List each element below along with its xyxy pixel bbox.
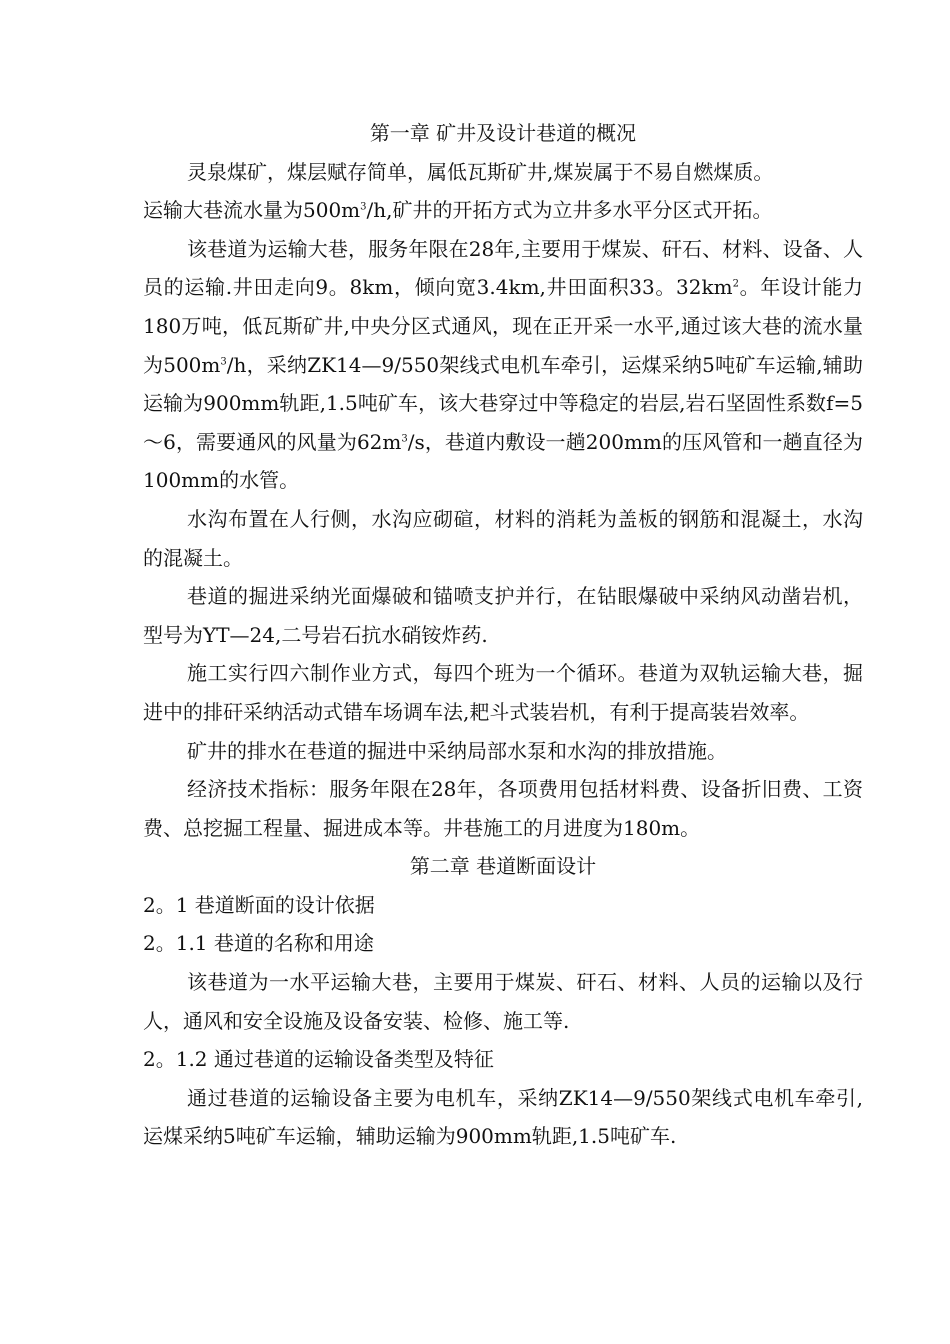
- section-2-1-heading: 2。1 巷道断面的设计依据: [143, 892, 375, 917]
- section-2-1-1-paragraph: 该巷道为一水平运输大巷，主要用于煤炭、矸石、材料、人员的运输以及行人，通风和安全设施及设备安装、检修、施工等.: [143, 970, 863, 1033]
- paragraph-5: 施工实行四六制作业方式，每四个班为一个循环。巷道为双轨运输大巷，掘进中的排矸采纳活动式错车场调车法,耙斗式装岩机，有利于提高装岩效率。: [143, 661, 863, 724]
- paragraph-3: 水沟布置在人行侧，水沟应砌碹，材料的消耗为盖板的钢筋和混凝土，水沟的混凝土。: [143, 506, 863, 570]
- superscript: 3: [401, 433, 408, 445]
- superscript: 3: [220, 355, 227, 367]
- document-body: [143, 114, 863, 1156]
- superscript: 3: [360, 201, 367, 213]
- paragraph-2: [143, 230, 863, 500]
- superscript: 2: [732, 278, 739, 290]
- paragraph-1-line-2-end: /h,矿井的开拓方式为立井多水平分区式开拓。: [366, 198, 773, 223]
- section-2-1-2-heading: 2。1.2 通过巷道的运输设备类型及特征: [143, 1047, 494, 1072]
- chapter-2-title: 第二章 巷道断面设计: [409, 854, 597, 879]
- paragraph-7: 经济技术指标：服务年限在28年，各项费用包括材料费、设备折旧费、工资费、总挖掘工程量、掘进成本等。井巷施工的月进度为180m。: [143, 777, 863, 840]
- paragraph-1-line-2-start: 运输大巷流水量为500m: [143, 198, 361, 223]
- chapter-1-title: 第一章 矿井及设计巷道的概况: [369, 121, 637, 145]
- section-2-1-2-paragraph: 通过巷道的运输设备主要为电机车，采纳ZK14—9/550架线式电机车牵引,运煤采纳5吨矿车运输，辅助运输为900mm轨距,1.5吨矿车.: [143, 1085, 863, 1149]
- paragraph-2-part-c: /h，采纳ZK14—9/550架线式电机车牵引，运煤采纳5吨矿车运输,辅助运输为900mm轨距,1.5吨矿车，该大巷穿过中等稳定的岩层,岩石坚固性系数f=5～6，需要通风的风量为62m: [143, 352, 864, 454]
- paragraph-1-line-1: 灵泉煤矿，煤层赋存简单，属低瓦斯矿井,煤炭属于不易自燃煤质。: [187, 159, 774, 184]
- paragraph-4: 巷道的掘进采纳光面爆破和锚喷支护并行，在钻眼爆破中采纳风动凿岩机，型号为YT—24,二号岩石抗水硝铵炸药.: [143, 584, 863, 647]
- section-2-1-1-heading: 2。1.1 巷道的名称和用途: [143, 931, 374, 956]
- paragraph-1: [143, 153, 863, 230]
- paragraph-2-part-a: 该巷道为运输大巷，服务年限在28年,主要用于煤炭、矸石、材料、设备、人员的运输.井田走向9。8km，倾向宽3.4km,井田面积33。32km: [143, 236, 863, 300]
- paragraph-2-part-d: /s，巷道内敷设一趟200mm的压风管和一趟直径为100mm的水管。: [143, 429, 864, 493]
- paragraph-6: 矿井的排水在巷道的掘进中采纳局部水泵和水沟的排放措施。: [187, 738, 727, 763]
- paragraph-2-part-b: 。年设计能力180万吨，低瓦斯矿井,中央分区式通风，现在正开采一水平,通过该大巷的流水量为500m: [143, 275, 864, 377]
